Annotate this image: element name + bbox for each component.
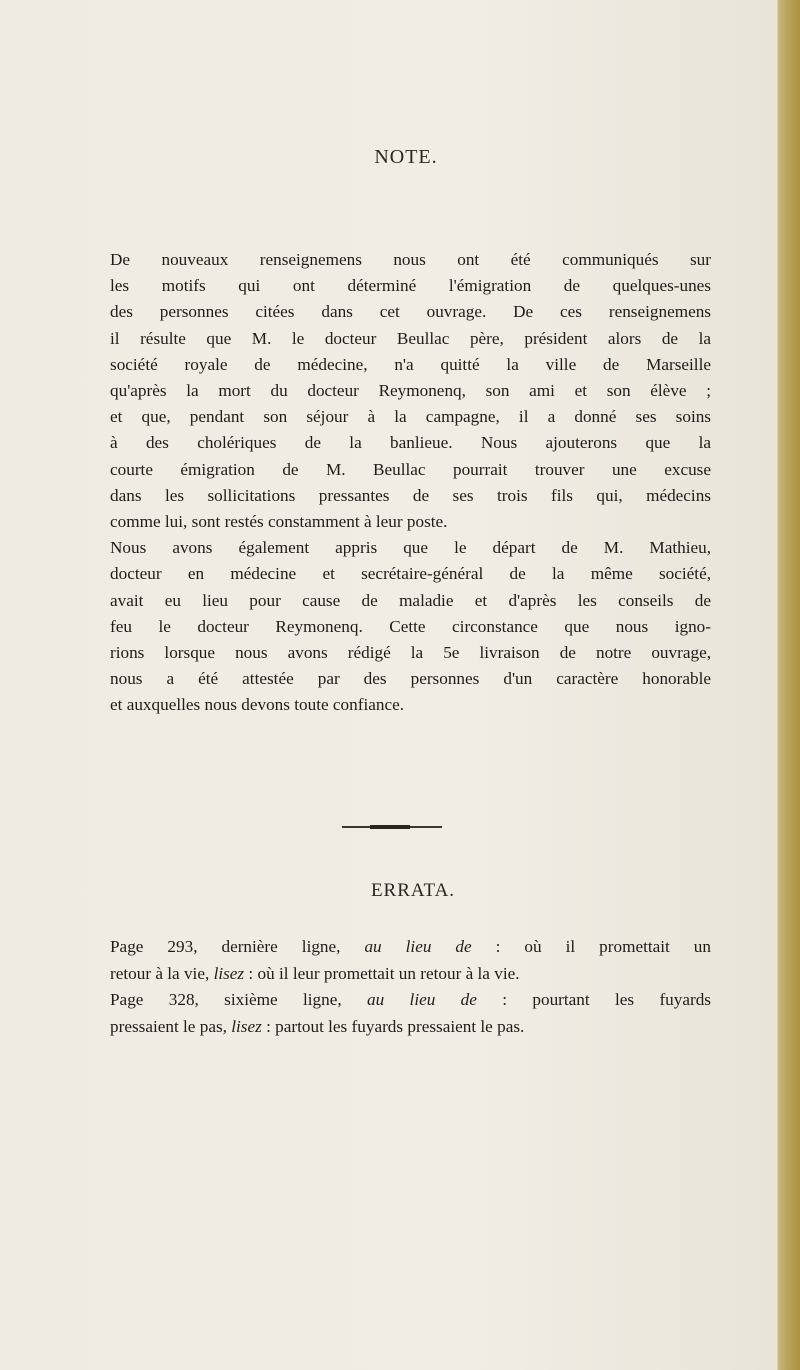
text-line — [97, 934, 711, 961]
italic-run: lisez — [213, 963, 245, 983]
section-divider — [342, 826, 442, 828]
text-line: rions lorsque nous avons rédigé la 5e livraison de notre ouvrage, — [110, 643, 711, 663]
text-line: Nous avons également appris que le départ de M. Mathieu, — [110, 538, 711, 558]
note-paragraph-1 — [97, 247, 711, 535]
text-line: comme lui, sont restés constamment à leur poste. — [110, 512, 448, 532]
text-line — [97, 1014, 711, 1041]
text-line — [97, 961, 711, 988]
text-line — [97, 987, 711, 1014]
text-run: Page 328, sixième ligne, — [110, 990, 368, 1009]
errata-body — [97, 934, 711, 1040]
errata-entry-2 — [97, 987, 711, 1040]
text-line: courte émigration de M. Beullac pourrait trouver une excuse — [110, 459, 711, 479]
text-line: à des cholériques de la banlieue. Nous ajouterons que la — [110, 433, 711, 453]
italic-run: au lieu de — [367, 990, 477, 1009]
note-heading: NOTE. — [374, 146, 438, 168]
text-run: pressaient le pas, — [110, 1016, 232, 1036]
italic-run: au lieu de — [364, 937, 472, 956]
text-line: des personnes citées dans cet ouvrage. De ces renseignemens — [110, 302, 711, 322]
text-line: société royale de médecine, n'a quitté la ville de Marseille — [110, 354, 711, 374]
text-line: et auxquelles nous devons toute confiance. — [110, 695, 405, 715]
text-line: dans les sollicitations pressantes de ses trois fils qui, médecins — [110, 485, 711, 505]
text-line: docteur en médecine et secrétaire-général de la même société, — [110, 564, 711, 584]
text-line: De nouveaux renseignemens nous ont été communiqués sur — [110, 250, 711, 269]
text-line: nous a été attestée par des personnes d'un caractère honorable — [110, 669, 711, 689]
text-run: Page 293, dernière ligne, — [110, 937, 365, 956]
text-run: : où il leur promettait un retour à la vie. — [244, 963, 520, 983]
text-line: les motifs qui ont déterminé l'émigration de quelques-unes — [110, 276, 711, 296]
text-run: : partout les fuyards pressaient le pas. — [261, 1016, 525, 1036]
italic-run: lisez — [231, 1016, 262, 1036]
errata-entry-1 — [97, 934, 711, 987]
text-line: feu le docteur Reymonenq. Cette circonstance que nous igno- — [110, 616, 711, 636]
text-line: et que, pendant son séjour à la campagne, il a donné ses soins — [110, 407, 711, 427]
text-run: : pourtant les fuyards — [476, 990, 711, 1009]
text-run: retour à la vie, — [110, 963, 214, 983]
errata-heading: ERRATA. — [370, 880, 456, 901]
text-run: : où il promettait un — [471, 937, 711, 956]
text-line: avait eu lieu pour cause de maladie et d'après les conseils de — [110, 590, 711, 610]
note-paragraph-2 — [97, 535, 711, 718]
note-body — [97, 247, 711, 719]
text-line: qu'après la mort du docteur Reymonenq, son ami et son élève ; — [110, 381, 711, 401]
text-line: il résulte que M. le docteur Beullac père, président alors de la — [110, 328, 711, 348]
page-edge-binding — [777, 0, 800, 1370]
